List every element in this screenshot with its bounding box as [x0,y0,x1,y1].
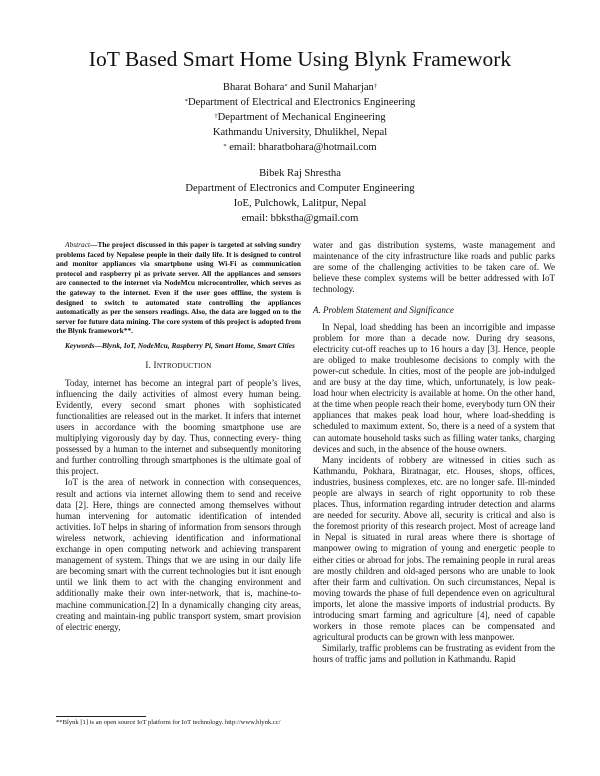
affiliation-1 [0,95,600,110]
right-paragraph-0: water and gas distribution systems, waste management and maintenance of the city infrastructure like roads and public parks are some of the challenging activities to be taken care of. We believe these complex systems will be better addressed with IoT technology. [313,240,555,295]
subsection-heading: A. Problem Statement and Significance [313,305,454,316]
affiliation-2-sup: † [214,113,218,120]
section-heading-introduction [56,360,301,371]
footnote: **Blynk [1] is an open source IoT platform for IoT technology. http://www.blynk.cc/ [56,719,281,726]
author-line-1 [0,80,600,95]
author-line-2: Bibek Raj Shrestha [259,168,341,179]
email-2: email: bbkstha@gmail.com [241,213,359,224]
email-1 [0,140,600,155]
section-rest: NTRODUCTION [156,360,212,370]
left-column [56,240,301,633]
right-paragraph-3: Similarly, traffic problems can be frustrating as evident from the hours of traffic jams and pollution in Kathmandu. Rapid [313,643,555,665]
keywords: Keywords—Blynk, IoT, NodeMcu, Raspberry Pi, Smart Home, Smart Cities [65,340,295,350]
affiliation-5: IoE, Pulchowk, Lalitpur, Nepal [233,198,367,209]
section-initial: I [153,359,157,370]
section-number: I. [145,359,154,370]
right-column [313,240,555,665]
abstract-text: —The project discussed in this paper is targeted at solving sundry problems faced by Nepalese people in their daily life. It is designed to control and monitor appliances via smartphone using Wi-Fi as communication protocol and raspberry pi as private server. All the appliances and sensors are connected to the internet via NodeMcu microcontroller, which serves as the gateway to the internet. Even if the user goes offline, the system is designed to switch to automated state controlling the appliances automatically as per the sensors readings. Also, the data are logged on to the server for future data mining. The core system of this project is adopted from the Blynk framework**. [56,240,301,336]
right-paragraph-1: In Nepal, load shedding has been an incorrigible and impasse problem for more than a decade now. During dry seasons, electricity cut-off reaches up to 16 hours a day [3]. Hence, people are obliged to make troublesome decisions to comply with the power-cut schedule. In cities, most of the people are job-indulged and are busy at the day time, which, unfortunately, is low peak-load hour when electricity is available at home. On the other hand, at the time when people reach their home, everybody turn ON their appliances that makes peak load hour, where load-shedding is scheduled to maximum extent. So, there is a need of a system that can automate household tasks such as filling water tanks, charging devices and such, in the absence of the house owners. [313,321,555,454]
email-1-text: email: bharatbohara@hotmail.com [226,142,377,153]
affiliation-1-sup: * [184,98,188,105]
author-sup-a: * [284,83,288,90]
email-1-sup: * [223,143,227,150]
author-name-a: Bharat Bohara [222,82,285,93]
abstract [56,240,301,336]
abstract-label: Abstract [65,240,91,249]
affiliation-1-text: Department of Electrical and Electronics Engineering [187,97,416,108]
affiliation-3: Kathmandu University, Dhulikhel, Nepal [212,127,388,138]
paper-title: IoT Based Smart Home Using Blynk Framework [88,47,512,71]
affiliation-2-text: Department of Mechanical Engineering [217,112,386,123]
intro-paragraph-1: Today, internet has become an integral part of people’s lives, influencing the daily activities of almost every human being. Evidently, every second smart phones with sophisticated functionalities are released out in the market. It infers that internet users in accordance with the booming smartphone use are multiplying vigorously day by day. Thus, connecting every- thing possessed by a human to the internet and subsequently monitoring and further controlling through smartphones is the ultimate goal of this project. [56,377,301,477]
affiliation-4: Department of Electronics and Computer Engineering [185,183,415,194]
footnote-rule [56,716,146,717]
author-sup-b: † [373,83,378,90]
intro-paragraph-2: IoT is the area of network in connection with consequences, result and actions via internet allowing them to send and receive data [2]. Here, things are connected among themselves without human intervening for automatic identification of intended activities. IoT helps in sharing of information from sensors through wireless network, achieving identification and informational exchange in open computing network and achieving transparent management of system. Things that we are using in our daily life are becoming smart with the current technologies but it isnt enough until we link them to act with the changing environment and additionally make their own inter-network, that is, machine-to-machine communication.[2] In a dynamically changing city areas, creating and maintain-ing public transport system, smart provision of electric energy, [56,477,301,632]
affiliation-2 [0,110,600,125]
author-block [0,80,600,226]
author-name-b: and Sunil Maharjan [287,82,374,93]
right-paragraph-2: Many incidents of robbery are witnessed in cities such as Kathmandu, Pokhara, Biratnagar, etc. Houses, shops, offices, industries, business complexes, etc. are no longer safe. Ill-minded people are always in search of right opportunity to rob these places. Thus, information regarding intruder detection and alarms are needed for security. Above all, security is critical and also is the foremost priority of this research project. Most of acreage land in Nepal is situated in rural areas where there is shortage of manpower owing to migration of young and energetic people to either cities or abroad for jobs. The remaining people in rural areas are mostly children and old-aged persons who are unable to look after their farm and cultivation. On such circumstances, Nepal is moving towards the phase of full dependence even on agricultural imports, let alone the massive imports of industrial products. By introducing smart farming and agriculture [4], need of capable workers in those remote places can be compensated and agricultural products can be grown with less manpower. [313,454,555,643]
